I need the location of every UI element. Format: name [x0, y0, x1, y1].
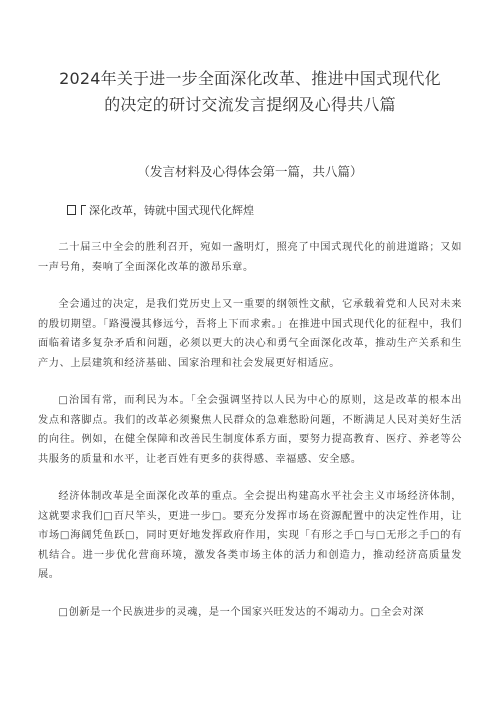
paragraph-5: □创新是一个民族进步的灵魂，是一个国家兴旺发达的不竭动力。□全会对深 [58, 606, 425, 618]
section-heading-text: 深化改革，铸就中国式现代化辉煌 [89, 204, 254, 217]
document-title [38, 66, 462, 118]
title-line-2: 的决定的研讨交流发言提纲及心得共八篇 [104, 95, 396, 114]
missing-glyph-box-icon [67, 205, 76, 215]
paragraph-1: 二十届三中全会的胜利召开，宛如一盏明灯，照亮了中国式现代化的前进道路；又如一声号角，奏响了全面深化改革的激昂乐章。 [38, 242, 462, 273]
section-heading [66, 202, 462, 218]
document-subtitle: （发言材料及心得体会第一篇，共八篇） [137, 164, 363, 179]
title-line-1: 2024年关于进一步全面深化改革、推进中国式现代化 [59, 69, 441, 88]
paragraph-2: 全会通过的决定，是我们党历史上又一重要的纲领性文献，它承载着党和人民对未来的殷切期望。「路漫漫其修远兮，吾将上下而求索。」在推进中国式现代化的征程中，我们面临着诸多复杂矛盾和问题，必须以更大的决心和勇气全面深化改革，推动生产关系和生产力、上层建筑和经济基础、国家治理和社会发展更好相适应。 [38, 299, 462, 369]
corner-bracket-icon [81, 205, 86, 215]
paragraph-3: □治国有常，而利民为本。「全会强调坚持以人民为中心的原则，这是改革的根本出发点和落脚点。我们的改革必须聚焦人民群众的急难愁盼问题，不断满足人民对美好生活的向往。例如，在健全保障和改善民生制度体系方面，要努力提高教育、医疗、养老等公共服务的质量和水平，让老百姓有更多的获得感、幸福感、安全感。 [38, 395, 462, 465]
paragraph-4: 经济体制改革是全面深化改革的重点。全会提出构建高水平社会主义市场经济体制，这就要求我们□百尺竿头，更进一步□。要充分发挥市场在资源配置中的决定性作用，让市场□海阔凭鱼跃□，同时更好地发挥政府作用，实现「有形之手□与□无形之手□的有机结合。进一步优化营商环境，激发各类市场主体的活力和创造力，推动经济高质量发展。 [38, 491, 462, 580]
